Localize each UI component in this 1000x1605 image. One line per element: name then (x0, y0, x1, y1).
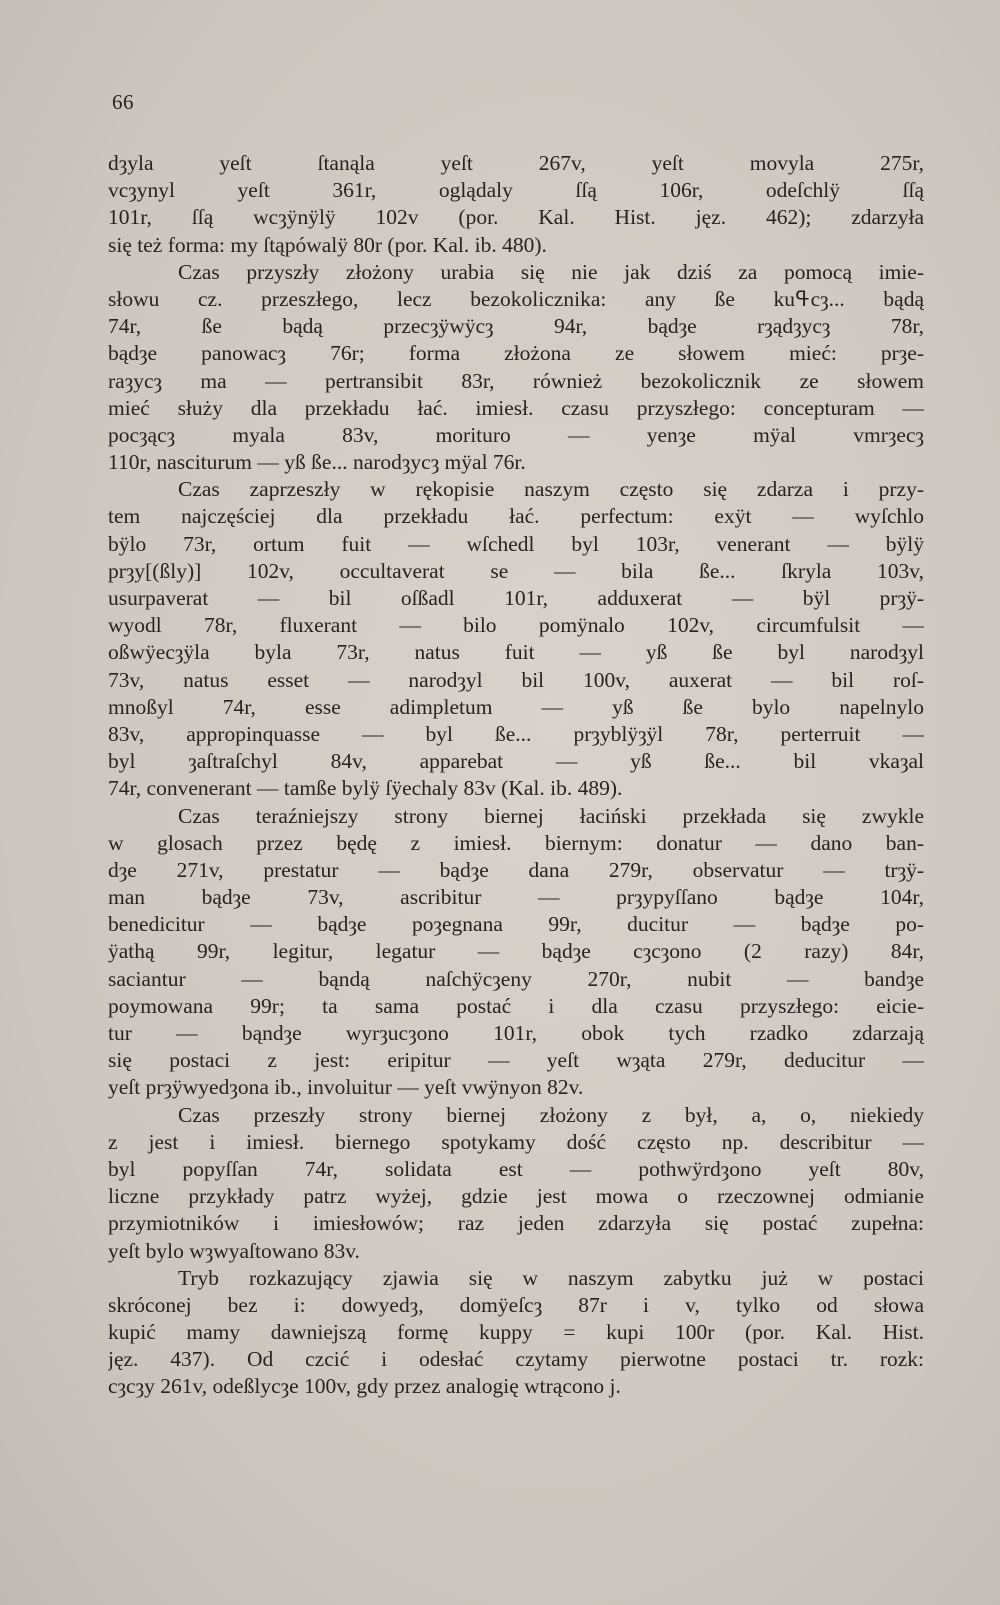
text-line: tur — bąndȝe wyrȝucȝono 101r, obok tych rzadko zdarzają (108, 1021, 924, 1045)
text-line: w glosach przez będę z imiesł. biernym: donatur — dano ban- (108, 830, 924, 855)
text-line: 74r, ße bądą przecȝÿwÿcȝ 94r, bądȝe rȝądȝycȝ 78r, (108, 314, 924, 339)
text-line: 110r, nasciturum — yß ße... narodȝycȝ mÿal 76r. (108, 450, 526, 475)
text-line: się postaci z jest: eripitur — yeſt wȝąta 279r, deducitur — (108, 1048, 924, 1073)
text-line: prȝy[(ßly)] 102v, occultaverat se — bila ße... ſkryla 103v, (108, 558, 924, 583)
text-line: bądȝe panowacȝ 76r; forma złożona ze słowem mieć: prȝe- (108, 341, 924, 366)
text-line: byl popyſſan 74r, solidata est — pothwÿrdȝono yeſt 80v, (108, 1156, 924, 1181)
body-text (108, 150, 924, 1401)
text-line: usurpaverat — bil oſßadl 101r, adduxerat — bÿl prȝÿ- (108, 586, 924, 610)
text-line: się też forma: my ſtąpówalÿ 80r (por. Kal. ib. 480). (108, 232, 547, 257)
text-line: Czas przyszły złożony urabia się nie jak dziś za pomocą imie- (178, 259, 924, 284)
text-line: raȝycȝ ma — pertransibit 83r, również bezokolicznik ze słowem (108, 368, 924, 393)
text-line: 74r, convenerant — tamße bylÿ ſÿechaly 83v (Kal. ib. 489). (108, 776, 623, 801)
text-line: dȝe 271v, prestatur — bądȝe dana 279r, observatur — trȝÿ- (108, 857, 924, 882)
text-line: skróconej bez i: dowyedȝ, domÿeſcȝ 87r i v, tylko od słowa (108, 1292, 924, 1317)
text-line: Czas teraźniejszy strony biernej łaciński przekłada się zwykle (178, 803, 924, 828)
text-line: benedicitur — bądȝe poȝegnana 99r, ducitur — bądȝe po- (108, 912, 924, 937)
text-line: vcȝynyl yeſt 361r, oglądaly ſſą 106r, odeſchlÿ ſſą (108, 178, 924, 203)
text-line: Tryb rozkazujący zjawia się w naszym zabytku już w postaci (178, 1265, 924, 1290)
text-line: bÿlo 73r, ortum fuit — wſchedl byl 103r, venerant — bÿlÿ (108, 531, 924, 556)
text-line: man bądȝe 73v, ascribitur — prȝypyſſano bądȝe 104r, (108, 885, 924, 910)
text-line: przymiotników i imiesłowów; raz jeden zdarzyła się postać zupełna: (108, 1211, 924, 1236)
page-number: 66 (112, 90, 134, 114)
text-line: byl ȝaſtraſchyl 84v, apparebat — yß ße... bil vkaȝal (108, 749, 924, 774)
text-line: ÿathą 99r, legitur, legatur — bądȝe cȝcȝono (2 razy) 84r, (108, 939, 924, 964)
text-line: Czas zaprzeszły w rękopisie naszym często się zdarza i przy- (178, 477, 924, 502)
text-line: z jest i imiesł. biernego spotykamy dość często np. describitur — (108, 1129, 924, 1154)
text-line: poymowana 99r; ta sama postać i dla czasu przyszłego: eicie- (108, 993, 924, 1018)
text-line: saciantur — bąndą naſchÿcȝeny 270r, nubit — bandȝe (108, 966, 924, 991)
text-line: dȝyla yeſt ſtanąla yeſt 267v, yeſt movyla 275r, (108, 151, 924, 175)
text-line: yeſt bylo wȝwyaſtowano 83v. (108, 1238, 360, 1263)
text-line: Czas przeszły strony biernej złożony z był, a, o, niekiedy (178, 1102, 924, 1127)
text-line: mnoßyl 74r, esse adimpletum — yß ße bylo napelnylo (108, 694, 924, 719)
text-line: oßwÿecȝÿla byla 73r, natus fuit — yß ße byl narodȝyl (108, 640, 924, 665)
text-line: 101r, ſſą wcȝÿnÿlÿ 102v (por. Kal. Hist. jęz. 462); zdarzyła (108, 205, 924, 230)
text-line: kupić mamy dawniejszą formę kuppy = kupi 100r (por. Kal. Hist. (108, 1320, 924, 1345)
text-line: wyodl 78r, fluxerant — bilo pomÿnalo 102v, circumfulsit — (108, 613, 924, 638)
text-line: 73v, natus esset — narodȝyl bil 100v, auxerat — bil roſ- (108, 667, 924, 692)
text-line: 83v, appropinquasse — byl ße... prȝyblÿȝÿl 78r, perterruit — (108, 721, 924, 746)
text-line: tem najczęściej dla przekładu łać. perfectum: exÿt — wyſchlo (108, 504, 924, 529)
text-line: liczne przykłady patrz wyżej, gdzie jest mowa o rzeczownej odmianie (108, 1184, 924, 1209)
text-line: cȝcȝy 261v, odeßlycȝe 100v, gdy przez analogię wtrącono j. (108, 1374, 621, 1399)
text-line: pocȝącȝ myala 83v, morituro — yenȝe mÿal vmrȝecȝ (108, 422, 924, 447)
text-line: jęz. 437). Od czcić i odesłać czytamy pierwotne postaci tr. rozk: (108, 1347, 924, 1372)
text-line: słowu cz. przeszłego, lecz bezokolicznika: any ße kuߟcȝ... bądą (108, 286, 924, 311)
text-line: yeſt prȝÿwyedȝona ib., involuitur — yeſt vwÿnyon 82v. (108, 1075, 584, 1100)
text-line: mieć służy dla przekładu łać. imiesł. czasu przyszłego: concepturam — (108, 395, 924, 420)
